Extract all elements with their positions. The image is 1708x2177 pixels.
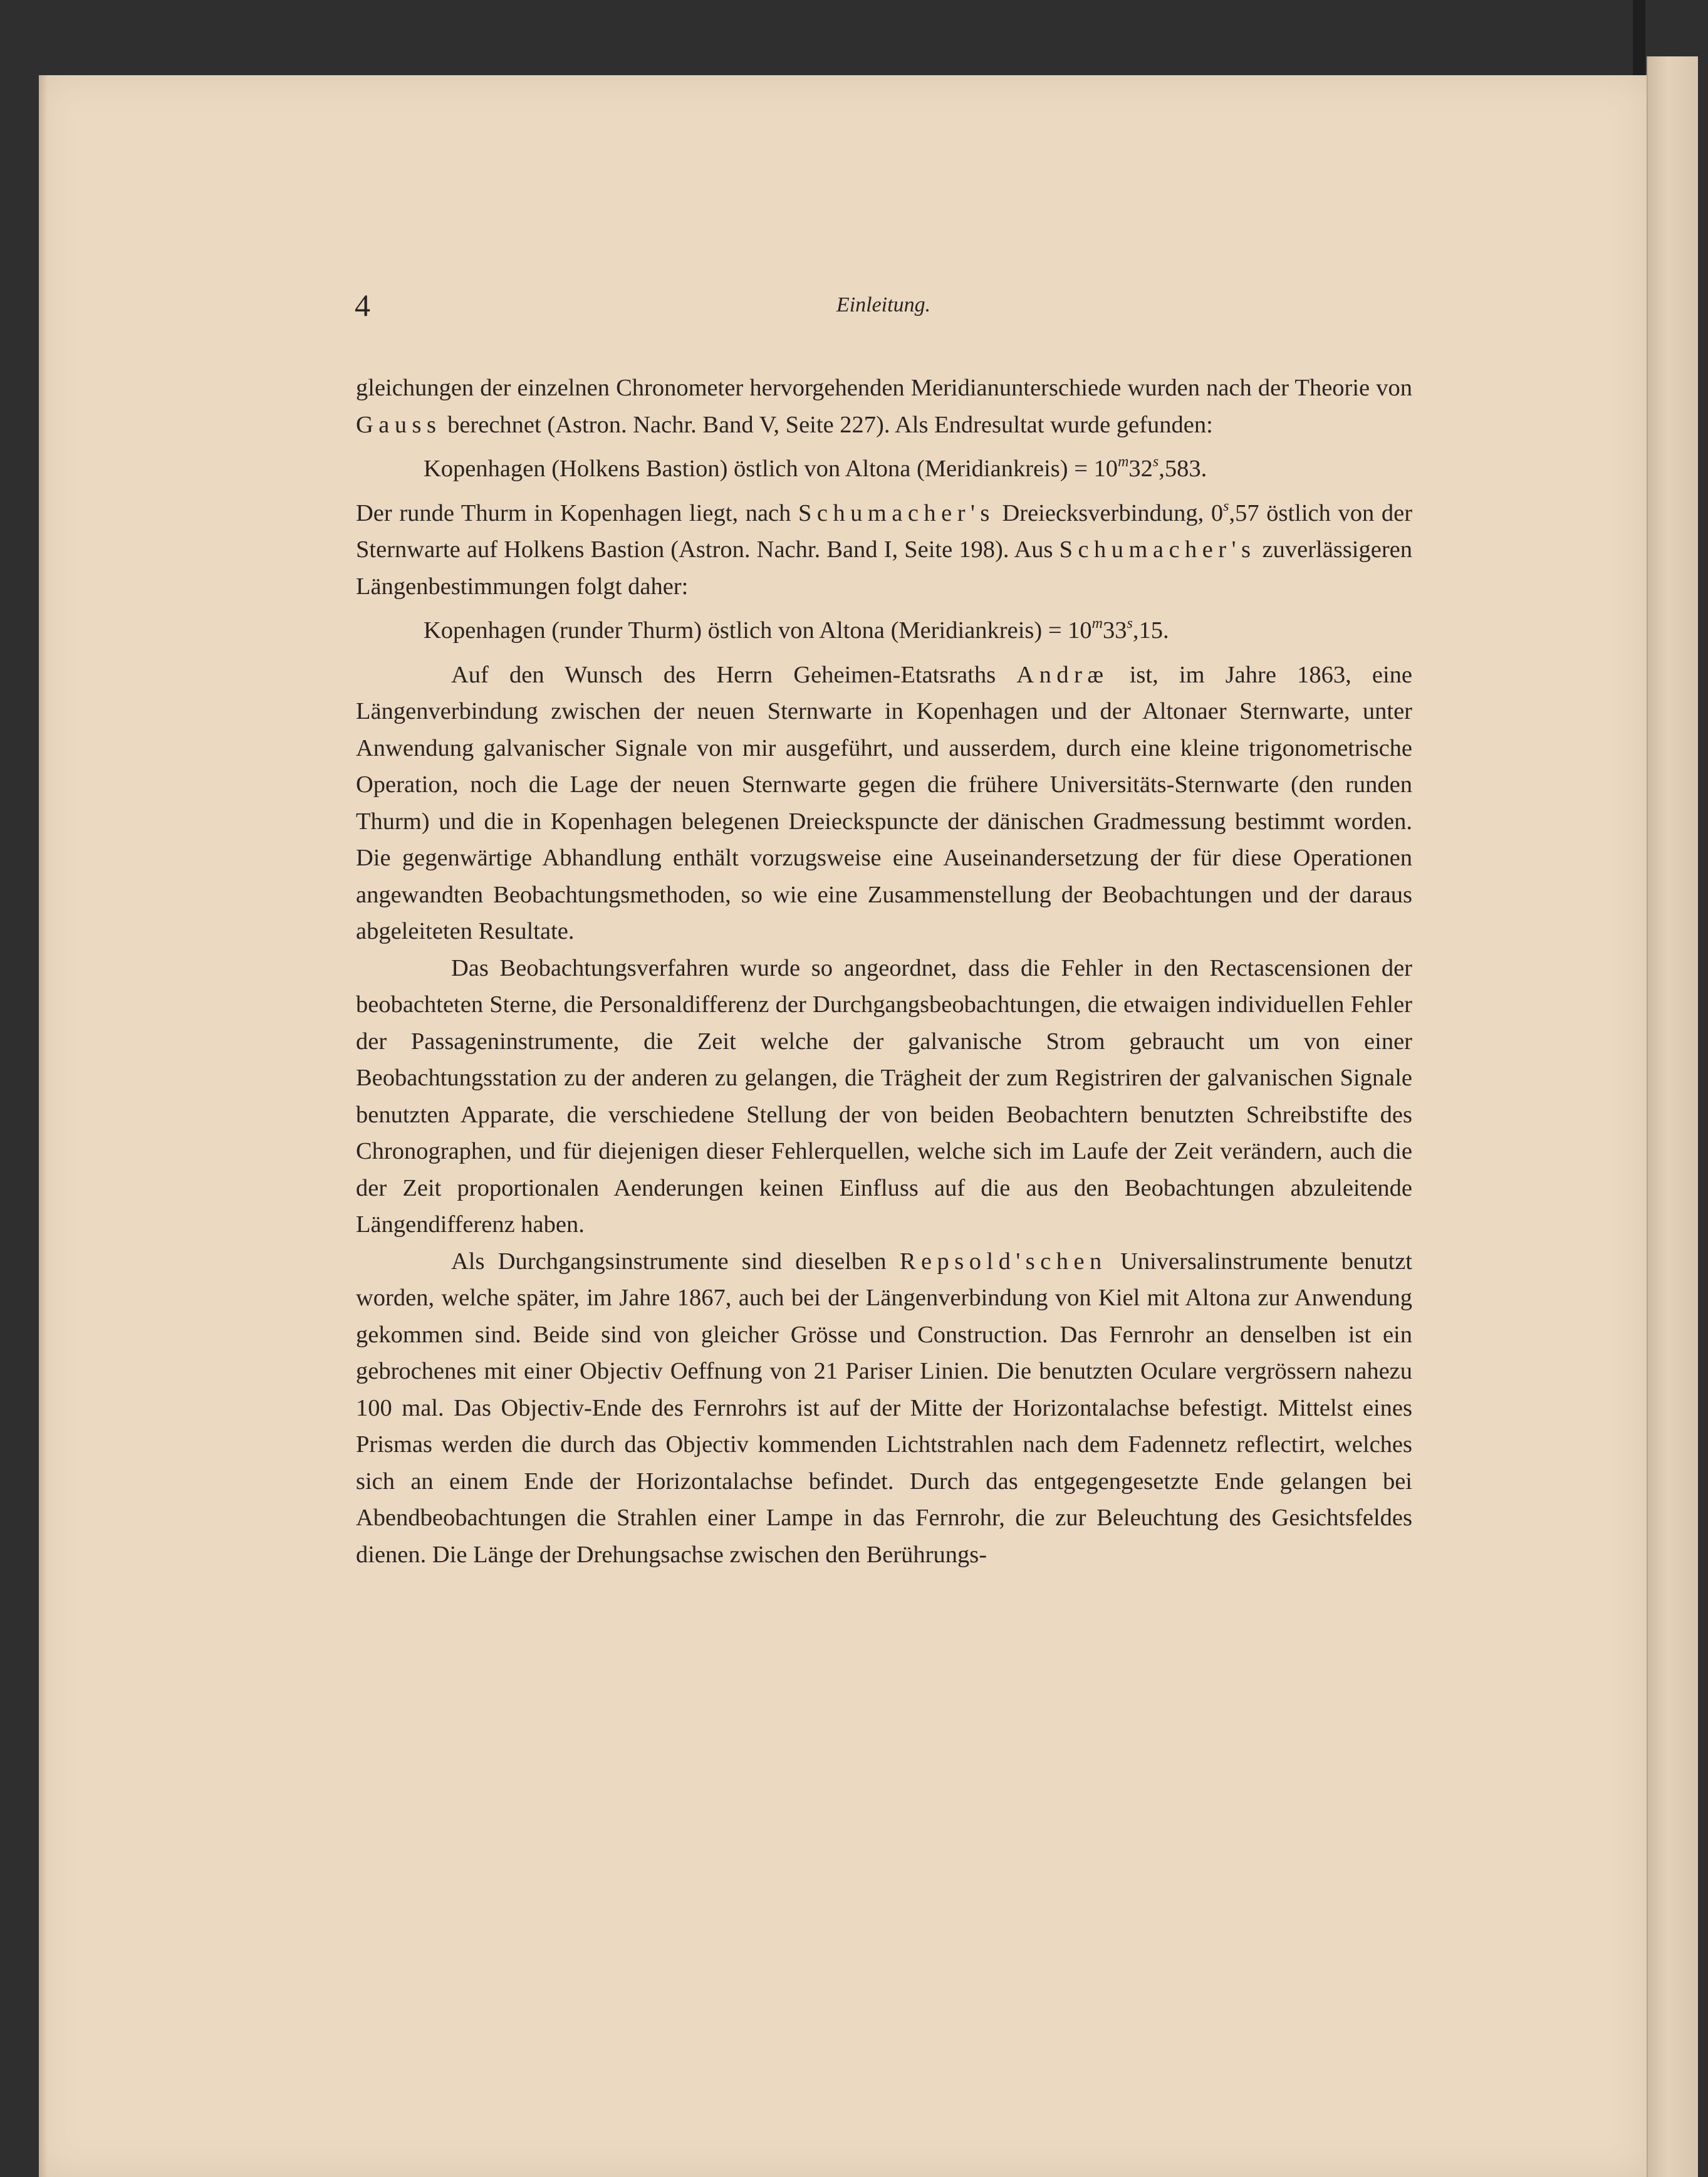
formula-runder-thurm: Kopenhagen (runder Thurm) östlich von Altona (Meridiankreis) = $10^m33^s,15$.	[424, 615, 1169, 644]
author-name-schumacher: Schumacher's	[798, 499, 995, 526]
paragraph-4: Das Beobachtungsverfahren wurde so angeordnet, dass die Fehler in den Rectascensionen der beobachteten Sterne, die Personaldifferenz der Durchgangsbeobachtungen, die etwaigen individuellen Fehler der Passageninstrumente, die Zeit welche der galvanische Strom gebraucht um von einer Beobachtungsstation zu der anderen zu gelangen, die Trägheit der zum Registriren der galvanischen Signale benutzten Apparate, die verschiedene Stellung der von beiden Beobachtern benutzten Schreibstifte des Chronographen, und für diejenigen dieser Fehlerquellen, welche sich im Laufe der Zeit verändern, auch die der Zeit proportionalen Aenderungen keinen Einfluss auf die aus den Beobachtungen abzuleitende Längendifferenz haben.	[356, 954, 1412, 1238]
author-name-repsold: Repsold'schen	[899, 1248, 1107, 1275]
paragraph-2: Der runde Thurm in Kopenhagen liegt, nach Schumacher's Dreiecksverbindung, 0$^s$,57 östlich von der Sternwarte auf Holkens Bastion (Astron. Nachr. Band I, Seite 198). Aus Schumacher's zuverlässigeren Längenbestimmungen folgt daher:	[356, 498, 1413, 600]
author-name-schumacher-2: Schumacher's	[1059, 536, 1256, 563]
paragraph-5: Als Durchgangsinstrumente sind dieselben Repsold'schen Universalinstrumente benutzt worden, welche später, im Jahre 1867, auch bei der Längenverbindung von Kiel mit Altona zur Anwendung gekommen sind. Beide sind von gleicher Grösse und Construction. Das Fernrohr an denselben ist ein gebrochenes mit einer Objectiv Oeffnung von 21 Pariser Linien. Die benutzten Oculare vergrössern nahezu 100 mal. Das Objectiv-Ende des Fernrohrs ist auf der Mitte der Horizontalachse befestigt. Mittelst eines Prismas werden die durch das Objectiv kommenden Lichtstrahlen nach dem Fadennetz reflectirt, welches sich an einem Ende der Horizontalachse befindet. Durch das entgegengesetzte Ende gelangen bei Abendbeobachtungen die Strahlen einer Lampe in das Fernrohr, die zur Beleuchtung des Gesichtsfeldes dienen. Die Länge der Drehungsachse zwischen den Berührungs-	[356, 1248, 1413, 1568]
body-text	[356, 370, 1412, 1573]
author-name-andrae: Andræ	[1016, 661, 1109, 688]
formula-holkens-bastion: Kopenhagen (Holkens Bastion) östlich von Altona (Meridiankreis) = $10^m32^s,583$.	[424, 454, 1207, 482]
page-number: 4	[355, 288, 370, 323]
running-title: Einleitung.	[836, 293, 931, 316]
page-header	[355, 287, 1412, 331]
adjacent-page-edge	[1647, 56, 1698, 2177]
paragraph-3: Auf den Wunsch des Herrn Geheimen-Etatsraths Andræ ist, im Jahre 1863, eine Längenverbindung zwischen der neuen Sternwarte in Kopenhagen und der Altonaer Sternwarte, unter Anwendung galvanischer Signale von mir ausgeführt, und ausserdem, durch eine kleine trigonometrische Operation, noch die Lage der neuen Sternwarte gegen die frühere Universitäts-Sternwarte (den runden Thurm) und die in Kopenhagen belegenen Dreieckspuncte der dänischen Gradmessung bestimmt worden. Die gegenwärtige Abhandlung enthält vorzugsweise eine Auseinandersetzung der für diese Operationen angewandten Beobachtungsmethoden, so wie eine Zusammenstellung der Beobachtungen und der daraus abgeleiteten Resultate.	[356, 661, 1413, 944]
author-name-gauss: Gauss	[356, 411, 442, 438]
paragraph-1: gleichungen der einzelnen Chronometer hervorgehenden Meridianunterschiede wurden nach der Theorie von Gauss berechnet (Astron. Nachr. Band V, Seite 227). Als Endresultat wurde gefunden:	[356, 375, 1412, 438]
page-left-shadow	[39, 75, 48, 2177]
